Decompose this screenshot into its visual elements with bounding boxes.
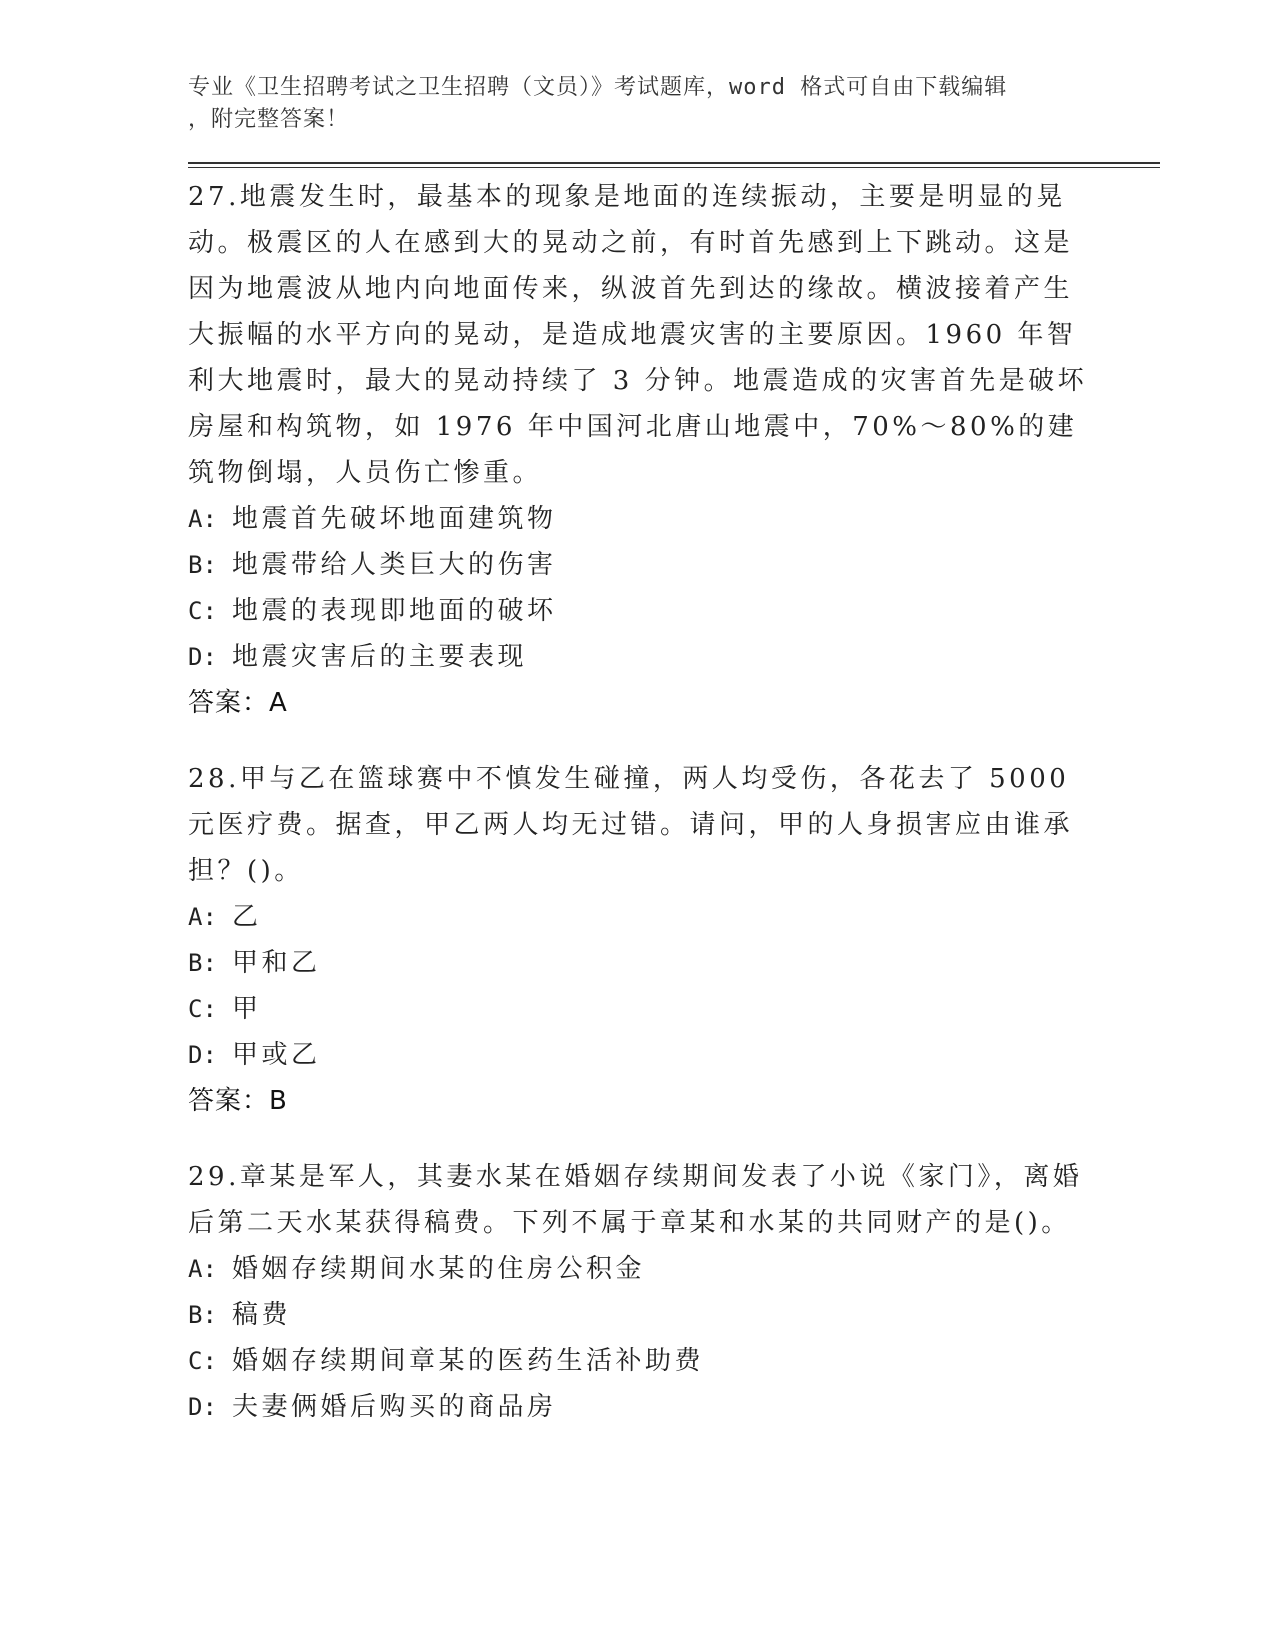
option-a (188, 1246, 1160, 1292)
option-letter: A: (188, 903, 217, 931)
option-letter: A: (188, 1255, 217, 1283)
option-b (188, 542, 1160, 588)
option-c (188, 986, 1160, 1032)
option-letter: D: (188, 643, 217, 671)
header-line-1: 专业《卫生招聘考试之卫生招聘（文员）》考试题库，word 格式可自由下载编辑 (188, 75, 1008, 100)
option-letter: C: (188, 597, 217, 625)
document-header (188, 72, 1068, 136)
option-text: 稿费 (232, 1300, 292, 1330)
question-27 (188, 174, 1160, 726)
question-28 (188, 756, 1160, 1124)
document-page (188, 72, 1160, 1460)
option-c (188, 588, 1160, 634)
question-stem: 28.甲与乙在篮球赛中不慎发生碰撞，两人均受伤，各花去了 5000 元医疗费。据查，甲乙两人均无过错。请问，甲的人身损害应由谁承担？()。 (188, 764, 1074, 886)
option-text: 地震首先破坏地面建筑物 (232, 504, 557, 534)
option-a (188, 894, 1160, 940)
option-letter: D: (188, 1041, 217, 1069)
question-29 (188, 1154, 1160, 1430)
option-d (188, 1384, 1160, 1430)
option-text: 甲或乙 (232, 1040, 321, 1070)
question-stem: 29.章某是军人，其妻水某在婚姻存续期间发表了小说《家门》，离婚后第二天水某获得稿费。下列不属于章某和水某的共同财产的是()。 (188, 1162, 1083, 1238)
option-letter: A: (188, 505, 217, 533)
option-text: 地震的表现即地面的破坏 (232, 596, 557, 626)
option-letter: C: (188, 1347, 217, 1375)
option-text: 夫妻俩婚后购买的商品房 (232, 1392, 557, 1422)
question-list (188, 174, 1160, 1430)
option-text: 甲 (232, 994, 262, 1024)
option-letter: D: (188, 1393, 217, 1421)
option-c (188, 1338, 1160, 1384)
answer-line: 答案：B (188, 1086, 288, 1116)
option-text: 婚姻存续期间水某的住房公积金 (232, 1254, 646, 1284)
option-letter: B: (188, 1301, 217, 1329)
option-letter: B: (188, 551, 217, 579)
option-text: 地震灾害后的主要表现 (232, 642, 528, 672)
question-stem: 27.地震发生时，最基本的现象是地面的连续振动，主要是明显的晃动。极震区的人在感到大的晃动之前，有时首先感到上下跳动。这是因为地震波从地内向地面传来，纵波首先到达的缘故。横波接着产生大振幅的水平方向的晃动，是造成地震灾害的主要原因。1960 年智利大地震时，最大的晃动持续了 3 分钟。地震造成的灾害首先是破坏房屋和构筑物，如 1976 年中国河北唐山地震中，70%～80%的建筑物倒塌，人员伤亡惨重。 (188, 182, 1088, 488)
option-text: 乙 (232, 902, 262, 932)
option-text: 甲和乙 (232, 948, 321, 978)
option-d (188, 634, 1160, 680)
option-letter: B: (188, 949, 217, 977)
answer-line: 答案：A (188, 688, 288, 718)
option-a (188, 496, 1160, 542)
option-text: 地震带给人类巨大的伤害 (232, 550, 557, 580)
header-divider (188, 162, 1160, 168)
option-letter: C: (188, 995, 217, 1023)
option-b (188, 940, 1160, 986)
option-text: 婚姻存续期间章某的医药生活补助费 (232, 1346, 705, 1376)
option-b (188, 1292, 1160, 1338)
option-d (188, 1032, 1160, 1078)
header-line-2: ，附完整答案！ (188, 107, 350, 132)
